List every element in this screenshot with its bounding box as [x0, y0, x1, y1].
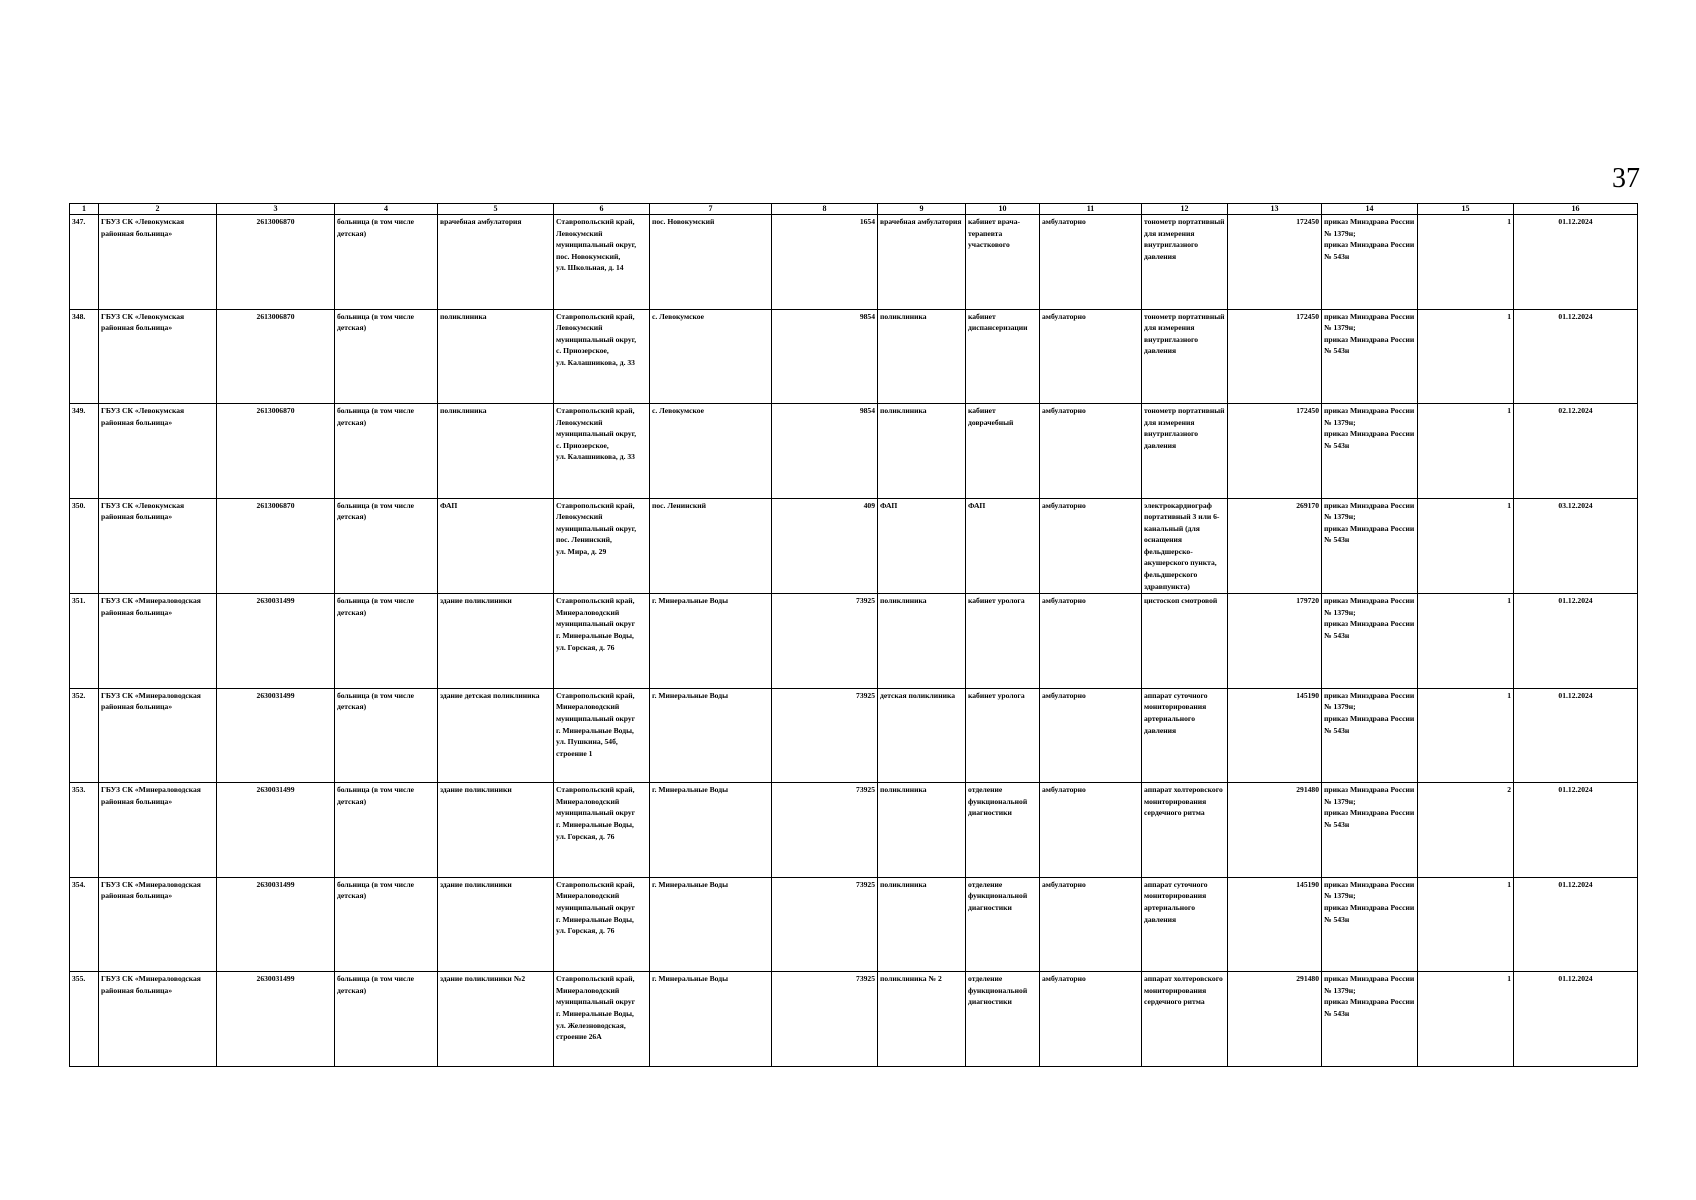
row-number: 352. — [70, 688, 99, 783]
date: 01.12.2024 — [1514, 309, 1638, 404]
inn: 2613006870 — [217, 309, 335, 404]
column-header: 3 — [217, 204, 335, 215]
column-header: 10 — [966, 204, 1040, 215]
care-condition: амбулаторно — [1040, 404, 1142, 499]
building: здание детская поликлиника — [438, 688, 554, 783]
equipment: аппарат холтеровского мониторирования сердечного ритма — [1142, 783, 1228, 878]
address: Ставропольский край, Минераловодский муниципальный округ г. Минеральные Воды, ул. Горская, д. 76 — [554, 594, 650, 689]
settlement: г. Минеральные Воды — [650, 877, 772, 972]
unit: поликлиника — [878, 309, 966, 404]
equipment-register-table — [69, 203, 1638, 1067]
table-row — [70, 215, 1638, 310]
price: 172450 — [1228, 309, 1322, 404]
building: здание поликлиники — [438, 877, 554, 972]
organization-type: больница (в том числе детская) — [335, 783, 438, 878]
row-number: 355. — [70, 972, 99, 1067]
date: 03.12.2024 — [1514, 498, 1638, 594]
building: ФАП — [438, 498, 554, 594]
population: 73925 — [772, 688, 878, 783]
row-number: 347. — [70, 215, 99, 310]
care-condition: амбулаторно — [1040, 972, 1142, 1067]
department: кабинет уролога — [966, 688, 1040, 783]
settlement: г. Минеральные Воды — [650, 783, 772, 878]
row-number: 351. — [70, 594, 99, 689]
quantity: 1 — [1418, 404, 1514, 499]
unit: детская поликлиника — [878, 688, 966, 783]
organization-name: ГБУЗ СК «Левокумская районная больница» — [99, 498, 217, 594]
regulation: приказ Минздрава России № 1379н; приказ Минздрава России № 543н — [1322, 498, 1418, 594]
population: 73925 — [772, 594, 878, 689]
organization-type: больница (в том числе детская) — [335, 688, 438, 783]
equipment: электрокардиограф портативный 3 или 6-канальный (для оснащения фельдшерско-акушерского пункта, фельдшерского здравпункта) — [1142, 498, 1228, 594]
table-body — [70, 215, 1638, 1067]
organization-name: ГБУЗ СК «Минераловодская районная больница» — [99, 594, 217, 689]
population: 409 — [772, 498, 878, 594]
column-header: 13 — [1228, 204, 1322, 215]
care-condition: амбулаторно — [1040, 877, 1142, 972]
column-header: 15 — [1418, 204, 1514, 215]
unit: поликлиника — [878, 877, 966, 972]
unit: поликлиника — [878, 783, 966, 878]
inn: 2630031499 — [217, 783, 335, 878]
table-row — [70, 309, 1638, 404]
address: Ставропольский край, Левокумский муниципальный округ, с. Приозерское, ул. Калашникова, д. 33 — [554, 404, 650, 499]
unit: поликлиника — [878, 404, 966, 499]
unit: ФАП — [878, 498, 966, 594]
price: 145190 — [1228, 877, 1322, 972]
inn: 2613006870 — [217, 498, 335, 594]
department: отделение функциональной диагностики — [966, 877, 1040, 972]
column-header: 4 — [335, 204, 438, 215]
row-number: 350. — [70, 498, 99, 594]
settlement: пос. Ленинский — [650, 498, 772, 594]
address: Ставропольский край, Минераловодский муниципальный округ г. Минеральные Воды, ул. Горская, д. 76 — [554, 783, 650, 878]
department: отделение функциональной диагностики — [966, 972, 1040, 1067]
table-row — [70, 972, 1638, 1067]
population: 73925 — [772, 972, 878, 1067]
regulation: приказ Минздрава России № 1379н; приказ Минздрава России № 543н — [1322, 404, 1418, 499]
address: Ставропольский край, Левокумский муниципальный округ, пос. Новокумский, ул. Школьная, д. 14 — [554, 215, 650, 310]
care-condition: амбулаторно — [1040, 594, 1142, 689]
organization-name: ГБУЗ СК «Минераловодская районная больница» — [99, 783, 217, 878]
department: кабинет врача-терапевта участкового — [966, 215, 1040, 310]
page-number: 37 — [1612, 163, 1640, 194]
settlement: г. Минеральные Воды — [650, 594, 772, 689]
column-header: 9 — [878, 204, 966, 215]
quantity: 1 — [1418, 215, 1514, 310]
organization-type: больница (в том числе детская) — [335, 498, 438, 594]
building: здание поликлиники — [438, 783, 554, 878]
table-row — [70, 498, 1638, 594]
date: 01.12.2024 — [1514, 783, 1638, 878]
quantity: 1 — [1418, 594, 1514, 689]
price: 269170 — [1228, 498, 1322, 594]
organization-name: ГБУЗ СК «Минераловодская районная больница» — [99, 877, 217, 972]
table-row — [70, 783, 1638, 878]
table-row — [70, 404, 1638, 499]
department: кабинет диспансеризации — [966, 309, 1040, 404]
address: Ставропольский край, Левокумский муниципальный округ, пос. Ленинский, ул. Мира, д. 29 — [554, 498, 650, 594]
organization-name: ГБУЗ СК «Минераловодская районная больница» — [99, 972, 217, 1067]
organization-type: больница (в том числе детская) — [335, 972, 438, 1067]
quantity: 1 — [1418, 972, 1514, 1067]
column-header: 5 — [438, 204, 554, 215]
price: 172450 — [1228, 215, 1322, 310]
organization-type: больница (в том числе детская) — [335, 877, 438, 972]
column-header: 16 — [1514, 204, 1638, 215]
inn: 2630031499 — [217, 688, 335, 783]
care-condition: амбулаторно — [1040, 688, 1142, 783]
regulation: приказ Минздрава России № 1379н; приказ Минздрава России № 543н — [1322, 309, 1418, 404]
department: ФАП — [966, 498, 1040, 594]
quantity: 1 — [1418, 688, 1514, 783]
date: 01.12.2024 — [1514, 972, 1638, 1067]
equipment: тонометр портативный для измерения внутриглазного давления — [1142, 404, 1228, 499]
department: отделение функциональной диагностики — [966, 783, 1040, 878]
equipment: тонометр портативный для измерения внутриглазного давления — [1142, 309, 1228, 404]
price: 291480 — [1228, 972, 1322, 1067]
organization-type: больница (в том числе детская) — [335, 594, 438, 689]
column-header: 12 — [1142, 204, 1228, 215]
regulation: приказ Минздрава России № 1379н; приказ Минздрава России № 543н — [1322, 877, 1418, 972]
quantity: 1 — [1418, 877, 1514, 972]
organization-name: ГБУЗ СК «Левокумская районная больница» — [99, 404, 217, 499]
date: 01.12.2024 — [1514, 215, 1638, 310]
date: 01.12.2024 — [1514, 877, 1638, 972]
quantity: 1 — [1418, 498, 1514, 594]
address: Ставропольский край, Минераловодский муниципальный округ г. Минеральные Воды, ул. Горская, д. 76 — [554, 877, 650, 972]
organization-name: ГБУЗ СК «Левокумская районная больница» — [99, 215, 217, 310]
date: 02.12.2024 — [1514, 404, 1638, 499]
building: врачебная амбулатория — [438, 215, 554, 310]
column-header: 1 — [70, 204, 99, 215]
price: 145190 — [1228, 688, 1322, 783]
table-row — [70, 594, 1638, 689]
address: Ставропольский край, Левокумский муниципальный округ, с. Приозерское, ул. Калашникова, д. 33 — [554, 309, 650, 404]
quantity: 2 — [1418, 783, 1514, 878]
department: кабинет доврачебный — [966, 404, 1040, 499]
settlement: г. Минеральные Воды — [650, 972, 772, 1067]
building: здание поликлиники №2 — [438, 972, 554, 1067]
organization-type: больница (в том числе детская) — [335, 215, 438, 310]
care-condition: амбулаторно — [1040, 498, 1142, 594]
population: 1654 — [772, 215, 878, 310]
building: поликлиника — [438, 309, 554, 404]
row-number: 349. — [70, 404, 99, 499]
care-condition: амбулаторно — [1040, 309, 1142, 404]
organization-name: ГБУЗ СК «Левокумская районная больница» — [99, 309, 217, 404]
row-number: 354. — [70, 877, 99, 972]
quantity: 1 — [1418, 309, 1514, 404]
organization-type: больница (в том числе детская) — [335, 309, 438, 404]
regulation: приказ Минздрава России № 1379н; приказ Минздрава России № 543н — [1322, 783, 1418, 878]
date: 01.12.2024 — [1514, 688, 1638, 783]
settlement: с. Левокумское — [650, 309, 772, 404]
equipment: аппарат холтеровского мониторирования сердечного ритма — [1142, 972, 1228, 1067]
regulation: приказ Минздрава России № 1379н; приказ Минздрава России № 543н — [1322, 594, 1418, 689]
price: 179720 — [1228, 594, 1322, 689]
row-number: 348. — [70, 309, 99, 404]
regulation: приказ Минздрава России № 1379н; приказ Минздрава России № 543н — [1322, 688, 1418, 783]
equipment: аппарат суточного мониторирования артериального давления — [1142, 877, 1228, 972]
row-number: 353. — [70, 783, 99, 878]
settlement: пос. Новокумский — [650, 215, 772, 310]
regulation: приказ Минздрава России № 1379н; приказ Минздрава России № 543н — [1322, 972, 1418, 1067]
population: 9854 — [772, 404, 878, 499]
column-number-row — [70, 204, 1638, 215]
care-condition: амбулаторно — [1040, 783, 1142, 878]
population: 9854 — [772, 309, 878, 404]
regulation: приказ Минздрава России № 1379н; приказ Минздрава России № 543н — [1322, 215, 1418, 310]
care-condition: амбулаторно — [1040, 215, 1142, 310]
equipment: тонометр портативный для измерения внутриглазного давления — [1142, 215, 1228, 310]
price: 172450 — [1228, 404, 1322, 499]
inn: 2613006870 — [217, 404, 335, 499]
price: 291480 — [1228, 783, 1322, 878]
address: Ставропольский край, Минераловодский муниципальный округ г. Минеральные Воды, ул. Железноводская, строение 26А — [554, 972, 650, 1067]
equipment: цистоскоп смотровой — [1142, 594, 1228, 689]
department: кабинет уролога — [966, 594, 1040, 689]
column-header: 11 — [1040, 204, 1142, 215]
building: здание поликлиники — [438, 594, 554, 689]
inn: 2613006870 — [217, 215, 335, 310]
settlement: с. Левокумское — [650, 404, 772, 499]
organization-type: больница (в том числе детская) — [335, 404, 438, 499]
address: Ставропольский край, Минераловодский муниципальный округ г. Минеральные Воды, ул. Пушкина, 54б, строение 1 — [554, 688, 650, 783]
table-row — [70, 877, 1638, 972]
date: 01.12.2024 — [1514, 594, 1638, 689]
inn: 2630031499 — [217, 877, 335, 972]
population: 73925 — [772, 877, 878, 972]
unit: врачебная амбулатория — [878, 215, 966, 310]
table-row — [70, 688, 1638, 783]
column-header: 7 — [650, 204, 772, 215]
equipment: аппарат суточного мониторирования артериального давления — [1142, 688, 1228, 783]
unit: поликлиника — [878, 594, 966, 689]
column-header: 6 — [554, 204, 650, 215]
population: 73925 — [772, 783, 878, 878]
organization-name: ГБУЗ СК «Минераловодская районная больница» — [99, 688, 217, 783]
column-header: 8 — [772, 204, 878, 215]
column-header: 14 — [1322, 204, 1418, 215]
settlement: г. Минеральные Воды — [650, 688, 772, 783]
building: поликлиника — [438, 404, 554, 499]
column-header: 2 — [99, 204, 217, 215]
unit: поликлиника № 2 — [878, 972, 966, 1067]
inn: 2630031499 — [217, 972, 335, 1067]
inn: 2630031499 — [217, 594, 335, 689]
